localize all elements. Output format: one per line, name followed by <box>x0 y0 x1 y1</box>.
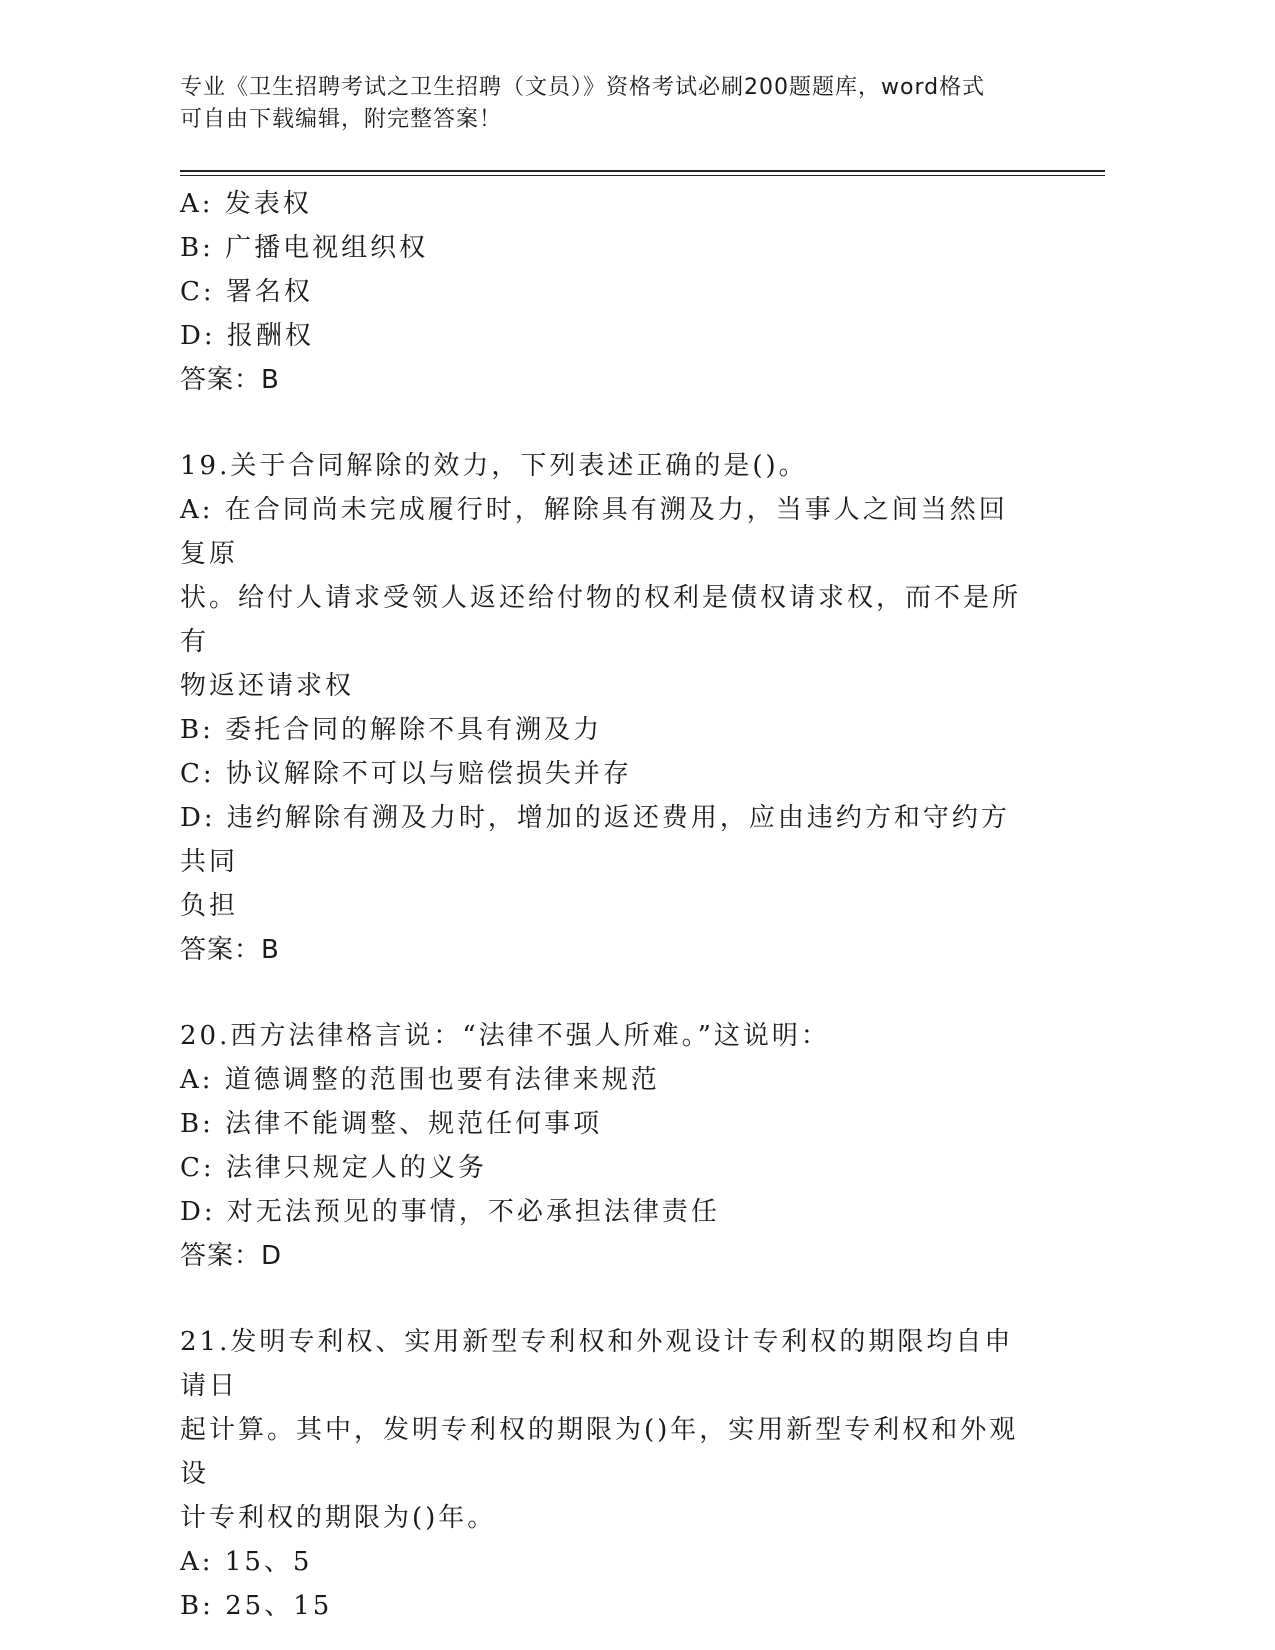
option-a: A: 发表权 <box>180 189 312 219</box>
option-b: B: 委托合同的解除不具有溯及力 <box>180 715 603 745</box>
option-a: A: 15、5 <box>180 1547 313 1577</box>
option-c: C: 法律只规定人的义务 <box>180 1153 487 1183</box>
question-21 <box>180 1320 1030 1628</box>
option-c: C: 协议解除不可以与赔偿损失并存 <box>180 759 632 789</box>
answer: 答案：D <box>180 1241 283 1271</box>
option-a-line-3: 物返还请求权 <box>180 671 355 701</box>
option-b: B: 25、15 <box>180 1591 333 1621</box>
question-text: 19.关于合同解除的效力，下列表述正确的是()。 <box>180 451 808 481</box>
document-header <box>180 72 1040 136</box>
question-text-line-1: 21.发明专利权、实用新型专利权和外观设计专利权的期限均自申请日 <box>180 1327 1014 1401</box>
option-d: D: 对无法预见的事情，不必承担法律责任 <box>180 1197 720 1227</box>
answer: 答案：B <box>180 365 280 395</box>
option-a-line-2: 状。给付人请求受领人返还给付物的权利是债权请求权，而不是所有 <box>180 583 1022 657</box>
option-a-line-1: A: 在合同尚未完成履行时，解除具有溯及力，当事人之间当然回复原 <box>180 495 1008 569</box>
question-list <box>180 182 1030 1628</box>
option-c: C: 署名权 <box>180 277 313 307</box>
question-20 <box>180 1014 1030 1278</box>
question-text-line-3: 计专利权的期限为()年。 <box>180 1503 497 1533</box>
option-d-line-2: 负担 <box>180 891 239 921</box>
header-divider-thin <box>180 175 1105 176</box>
option-d-line-1: D: 违约解除有溯及力时，增加的返还费用，应由违约方和守约方共同 <box>180 803 1010 877</box>
header-divider-thick <box>180 170 1105 172</box>
option-b: B: 广播电视组织权 <box>180 233 429 263</box>
question-19 <box>180 444 1030 972</box>
question-18 <box>180 182 1030 402</box>
question-text: 20.西方法律格言说：“法律不强人所难。”这说明： <box>180 1021 830 1051</box>
option-a: A: 道德调整的范围也要有法律来规范 <box>180 1065 660 1095</box>
option-b: B: 法律不能调整、规范任何事项 <box>180 1109 603 1139</box>
answer: 答案：B <box>180 935 280 965</box>
header-line-2: 可自由下载编辑，附完整答案！ <box>180 107 503 132</box>
header-line-1: 专业《卫生招聘考试之卫生招聘（文员）》资格考试必刷200题题库，word格式 <box>180 75 986 100</box>
option-d: D: 报酬权 <box>180 321 314 351</box>
question-text-line-2: 起计算。其中，发明专利权的期限为()年，实用新型专利权和外观设 <box>180 1415 1019 1489</box>
